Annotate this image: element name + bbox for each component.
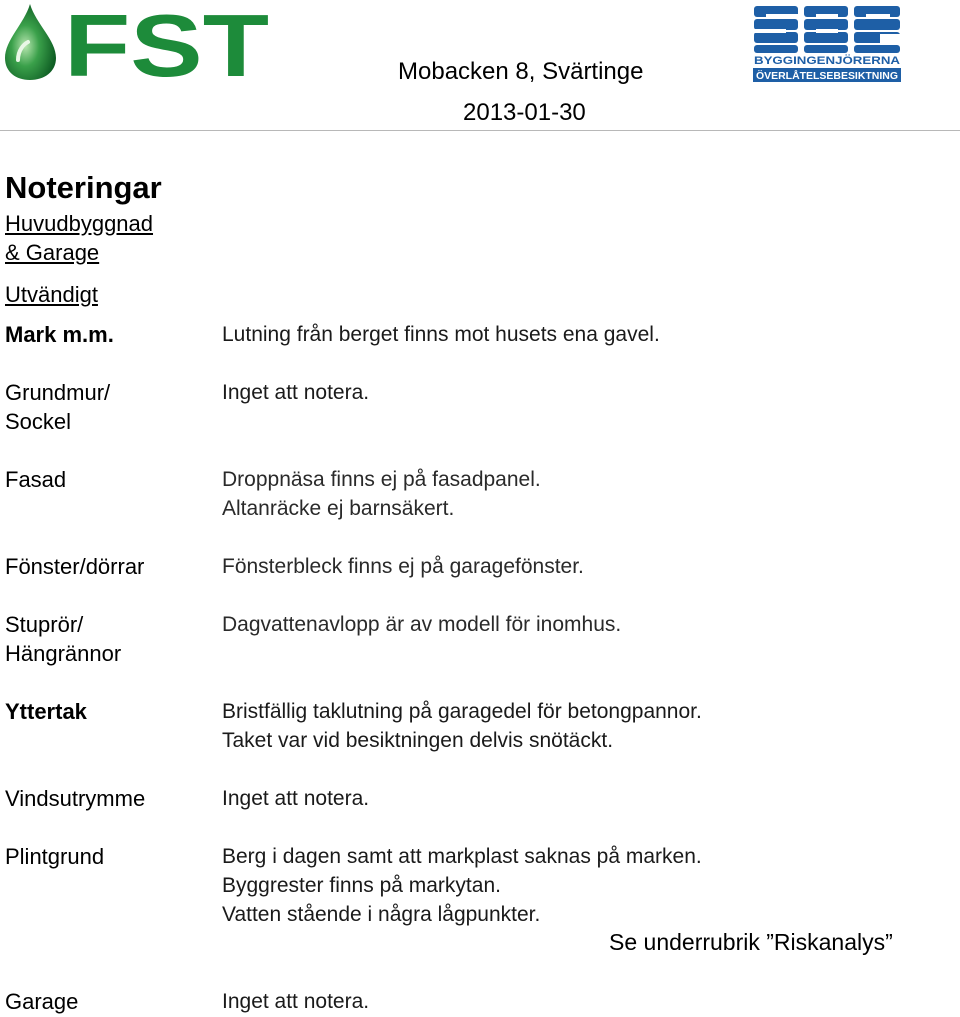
header-divider bbox=[0, 130, 960, 131]
building-subtitle-line2: & Garage bbox=[5, 240, 100, 265]
row-value-mark: Lutning från berget finns mot husets ena gavel. bbox=[222, 323, 660, 346]
row-label-mark: Mark m.m. bbox=[5, 322, 114, 347]
inspection-date: 2013-01-30 bbox=[463, 99, 586, 126]
riskanalys-reference: Se underrubrik ”Riskanalys” bbox=[609, 929, 893, 955]
section-title: Noteringar bbox=[5, 170, 162, 205]
row-value-plintgrund-1: Berg i dagen samt att markplast saknas på marken. bbox=[222, 845, 702, 868]
row-value-vindsutrymme: Inget att notera. bbox=[222, 787, 370, 810]
row-label-sockel: Sockel bbox=[5, 409, 72, 434]
fst-logo bbox=[4, 2, 274, 82]
building-subtitle-line1: Huvudbyggnad bbox=[5, 211, 154, 236]
row-value-plintgrund-3: Vatten stående i några lågpunkter. bbox=[222, 903, 541, 926]
sbr-logo-bottom-text: ÖVERLÅTELSEBESIKTNING bbox=[756, 71, 892, 82]
row-value-fasad-1: Droppnäsa finns ej på fasadpanel. bbox=[222, 468, 541, 491]
row-value-yttertak-2: Taket var vid besiktningen delvis snötäckt. bbox=[222, 729, 614, 752]
row-value-grundmur: Inget att notera. bbox=[222, 381, 370, 404]
fst-logo-text: FST bbox=[64, 2, 269, 82]
row-value-plintgrund-2: Byggrester finns på markytan. bbox=[222, 874, 501, 897]
row-value-fasad-2: Altanräcke ej barnsäkert. bbox=[222, 497, 455, 520]
row-value-fonster: Fönsterbleck finns ej på garagefönster. bbox=[222, 555, 584, 578]
subsection-exterior: Utvändigt bbox=[5, 282, 98, 307]
row-label-fonster: Fönster/dörrar bbox=[5, 554, 145, 579]
sbr-logo-top-text: BYGGINGENJÖRERNA bbox=[754, 55, 876, 67]
row-label-fasad: Fasad bbox=[5, 467, 67, 492]
row-label-hangrannor: Hängrännor bbox=[5, 641, 122, 666]
row-label-garage: Garage bbox=[5, 989, 79, 1014]
sbr-logo bbox=[752, 4, 904, 84]
row-label-plintgrund: Plintgrund bbox=[5, 844, 105, 869]
row-label-stupror: Stuprör/ bbox=[5, 612, 84, 637]
row-value-yttertak-1: Bristfällig taklutning på garagedel för betongpannor. bbox=[222, 700, 702, 723]
drop-icon bbox=[5, 4, 56, 80]
row-label-yttertak: Yttertak bbox=[5, 699, 87, 724]
row-label-vindsutrymme: Vindsutrymme bbox=[5, 786, 146, 811]
row-value-stupror: Dagvattenavlopp är av modell för inomhus. bbox=[222, 613, 622, 636]
row-value-garage: Inget att notera. bbox=[222, 990, 370, 1013]
row-label-grundmur: Grundmur/ bbox=[5, 380, 111, 405]
property-address: Mobacken 8, Svärtinge bbox=[398, 58, 644, 85]
page-header bbox=[0, 0, 960, 132]
